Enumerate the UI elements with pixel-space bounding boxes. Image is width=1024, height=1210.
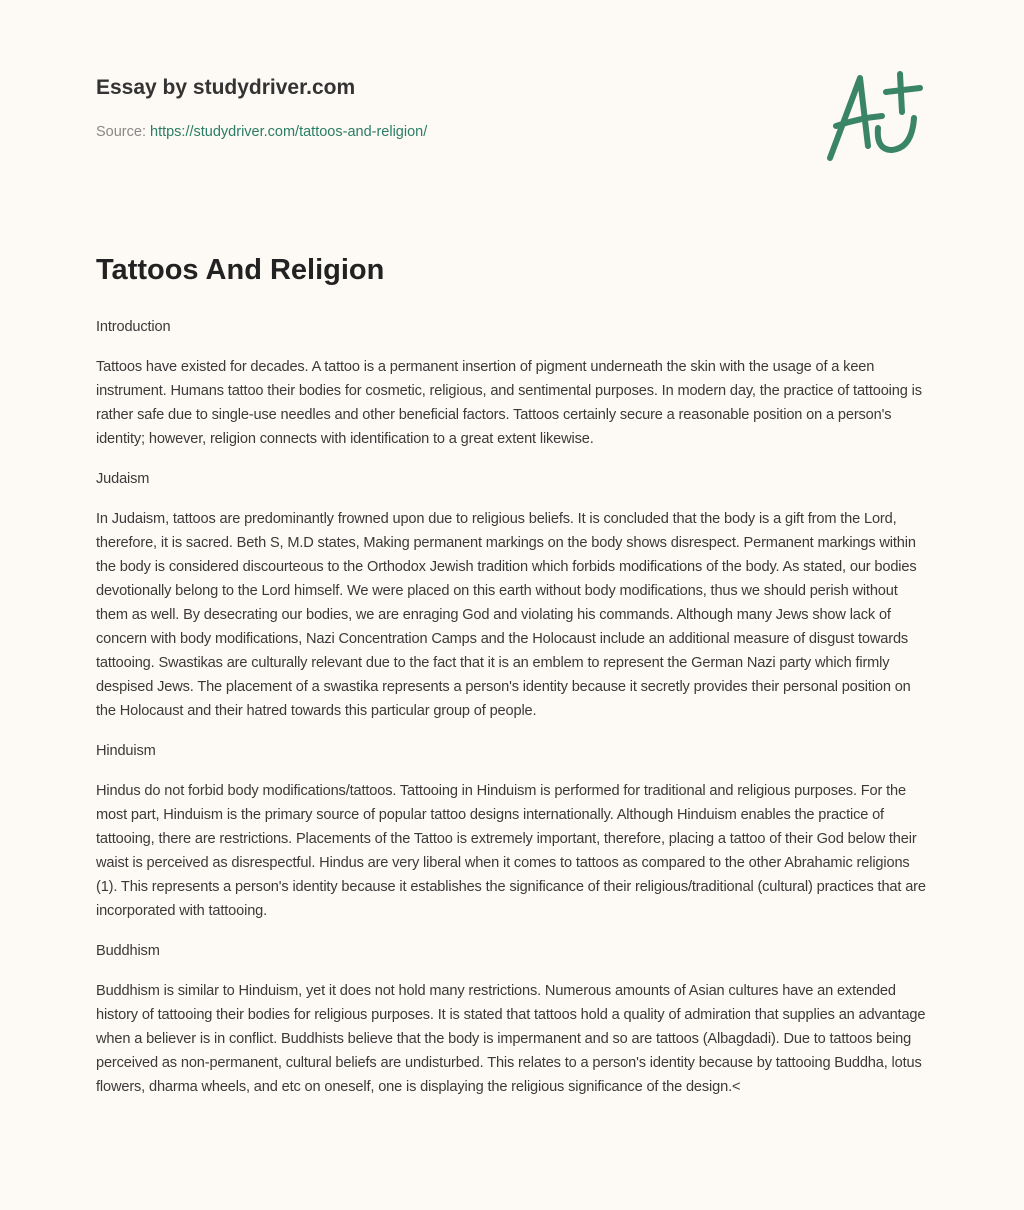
source-line bbox=[96, 124, 427, 140]
paragraph: Tattoos have existed for decades. A tattoo is a permanent insertion of pigment underneath the skin with the usage of a keen instrument. Humans tattoo their bodies for cosmetic, religious, and sentimental purposes. In modern day, the practice of tattooing is rather safe due to single-use needles and other beneficial factors. Tattoos certainly secure a reasonable position on a person's identity; however, religion connects with identification to a great extent likewise. bbox=[96, 359, 922, 447]
section-heading: Introduction bbox=[96, 319, 171, 335]
page-title: Tattoos And Religion bbox=[96, 254, 385, 286]
paragraph: Hindus do not forbid body modifications/tattoos. Tattooing in Hinduism is performed for traditional and religious purposes. For the most part, Hinduism is the primary source of popular tattoo designs internationally. Although Hinduism enables the practice of tattooing, there are restrictions. Placements of the Tattoo is extremely important, therefore, placing a tattoo of their God below their waist is perceived as disrespectful. Hindus are very liberal when it comes to tattoos as compared to the other Abrahamic religions (1). This represents a person's identity because it establishes the significance of their religious/traditional (cultural) practices that are incorporated with tattooing. bbox=[96, 783, 926, 919]
section-heading: Buddhism bbox=[96, 943, 160, 959]
source-link[interactable]: https://studydriver.com/tattoos-and-religion/ bbox=[150, 124, 428, 140]
paragraph: Buddhism is similar to Hinduism, yet it does not hold many restrictions. Numerous amounts of Asian cultures have an extended history of tattooing their bodies for religious purposes. It is stated that tattoos hold a quality of admiration that supplies an advantage when a believer is in conflict. Buddhists believe that the body is impermanent and so are tattoos (Albagdadi). Due to tattoos being perceived as non-permanent, cultural beliefs are undisturbed. This relates to a person's identity because by tattooing Buddha, lotus flowers, dharma wheels, and etc on oneself, one is displaying the religious significance of the design.< bbox=[96, 983, 926, 1095]
section-heading: Hinduism bbox=[96, 743, 156, 759]
source-label: Source: bbox=[96, 124, 150, 140]
paragraph: In Judaism, tattoos are predominantly frowned upon due to religious beliefs. It is concluded that the body is a gift from the Lord, therefore, it is sacred. Beth S, M.D states, Making permanent markings on the body shows disrespect. Permanent markings within the body is considered discourteous to the Orthodox Jewish tradition which forbids modifications of the body. As stated, our bodies devotionally belong to the Lord himself. We were placed on this earth without body modifications, thus we should perish without them as well. By desecrating our bodies, we are enraging God and violating his commands. Although many Jews show lack of concern with body modifications, Nazi Concentration Camps and the Holocaust include an additional measure of disgust towards tattooing. Swastikas are culturally relevant due to the fact that it is an emblem to represent the German Nazi party which firmly despised Jews. The placement of a swastika represents a person's identity because it secretly provides their personal position on the Holocaust and their hatred towards this particular group of people. bbox=[96, 511, 917, 719]
site-brand: Essay by studydriver.com bbox=[96, 76, 356, 99]
a-plus-logo bbox=[820, 66, 930, 166]
essay-body bbox=[96, 315, 931, 1115]
section-heading: Judaism bbox=[96, 471, 150, 487]
